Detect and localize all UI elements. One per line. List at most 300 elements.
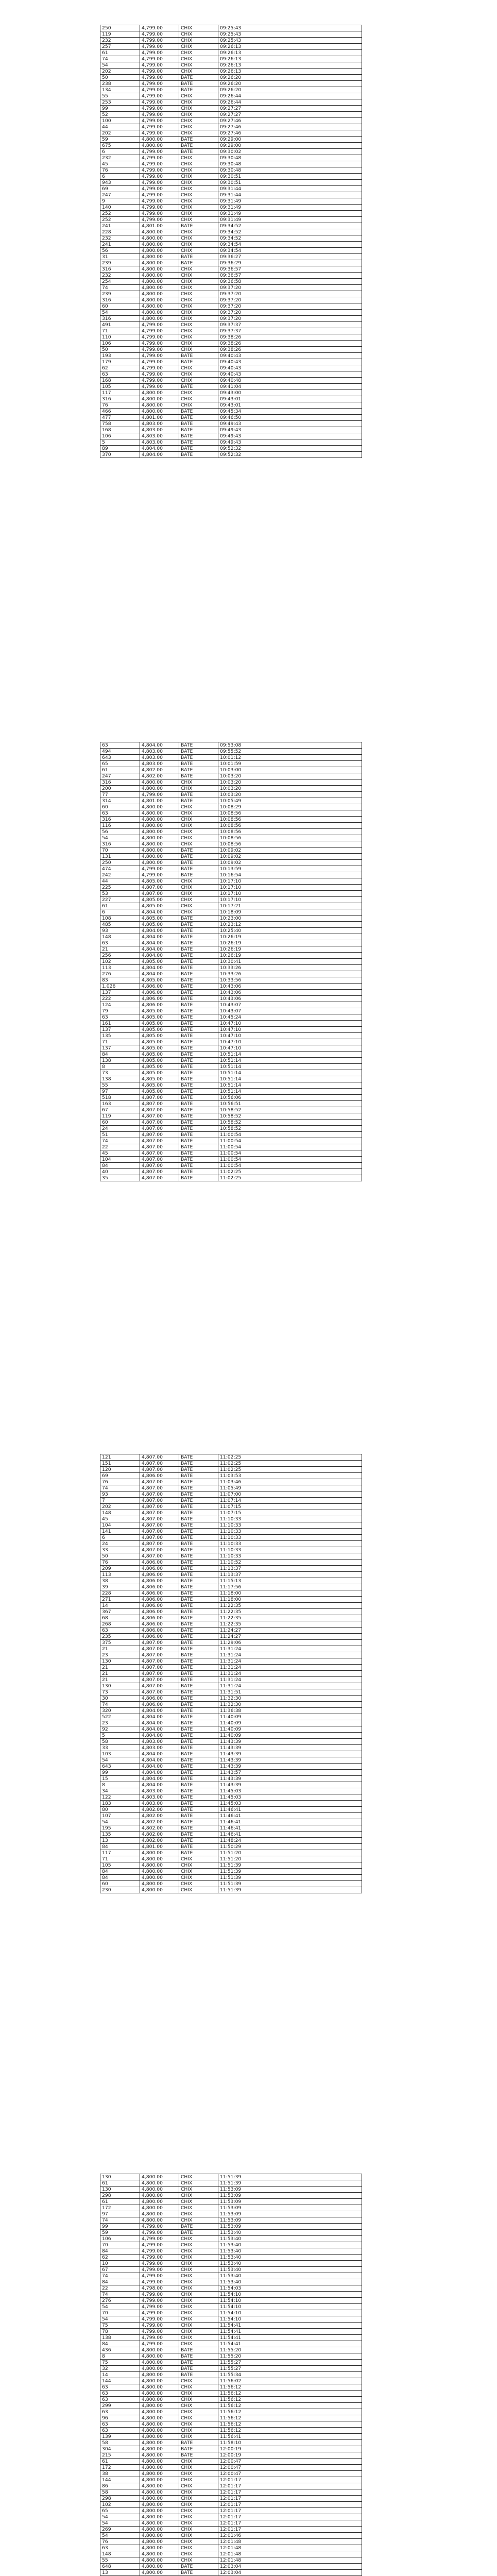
trade-time-cell: 09:26:13 [218,56,362,62]
table-row [100,433,362,439]
trade-volume-cell: 276 [100,971,140,977]
trade-price-cell: 4,800.00 [140,804,179,810]
trade-venue-cell: CHIX [179,50,218,56]
table-row [100,365,362,371]
table-row [100,1832,362,1838]
table-row [100,860,362,866]
trade-venue-cell: BATE [179,1553,218,1560]
trade-volume-cell: 375 [100,1640,140,1646]
trade-price-cell: 4,800.00 [140,2193,179,2199]
trade-volume-cell: 54 [100,1819,140,1825]
trade-volume-cell: 63 [100,2397,140,2403]
trade-time-cell: 12:01:17 [218,2496,362,2502]
table-row [100,1572,362,1578]
trade-price-cell: 4,801.00 [140,1844,179,1850]
trade-venue-cell: BATE [179,996,218,1002]
trade-price-cell: 4,799.00 [140,2304,179,2310]
trade-venue-cell: BATE [179,353,218,359]
trade-time-cell: 10:17:10 [218,891,362,897]
trade-time-cell: 11:05:49 [218,1485,362,1492]
trade-price-cell: 4,807.00 [140,1535,179,1541]
trade-venue-cell: CHIX [179,810,218,817]
trade-time-cell: 11:31:24 [218,1652,362,1658]
trade-price-cell: 4,800.00 [140,2471,179,2477]
trade-price-cell: 4,799.00 [140,334,179,341]
table-row [100,137,362,143]
trade-price-cell: 4,805.00 [140,1027,179,1033]
trade-venue-cell: CHIX [179,2508,218,2514]
trade-venue-cell: CHIX [179,2285,218,2292]
table-row [100,452,362,458]
table-row [100,1150,362,1157]
trade-time-cell: 11:13:37 [218,1572,362,1578]
trade-time-cell: 09:29:00 [218,143,362,149]
trade-volume-cell: 232 [100,38,140,44]
trade-volume-cell: 117 [100,390,140,396]
trade-price-cell: 4,807.00 [140,1498,179,1504]
trade-time-cell: 11:02:25 [218,1467,362,1473]
trade-price-cell: 4,806.00 [140,1473,179,1479]
trade-venue-cell: CHIX [179,167,218,174]
trade-time-cell: 11:02:25 [218,1454,362,1461]
trade-time-cell: 10:43:07 [218,1002,362,1008]
trade-time-cell: 11:53:40 [218,2242,362,2248]
trade-time-cell: 10:01:12 [218,755,362,761]
trade-venue-cell: CHIX [179,2539,218,2545]
trade-time-cell: 10:09:02 [218,860,362,866]
trade-time-cell: 12:01:17 [218,2483,362,2489]
trade-price-cell: 4,805.00 [140,1033,179,1039]
trade-time-cell: 09:27:46 [218,124,362,130]
trade-venue-cell: BATE [179,1169,218,1175]
trade-price-cell: 4,800.00 [140,2403,179,2409]
trade-venue-cell: BATE [179,2570,218,2576]
trade-time-cell: 11:53:09 [218,2205,362,2211]
trade-venue-cell: BATE [179,1473,218,1479]
trade-price-cell: 4,807.00 [140,1454,179,1461]
trade-price-cell: 4,807.00 [140,1113,179,1120]
trade-time-cell: 09:27:46 [218,118,362,124]
trade-time-cell: 09:26:44 [218,93,362,99]
trade-price-cell: 4,800.00 [140,409,179,415]
trade-time-cell: 11:51:39 [218,2180,362,2187]
trade-volume-cell: 80 [100,1807,140,1813]
trade-volume-cell: 6 [100,1535,140,1541]
trade-time-cell: 11:10:33 [218,1535,362,1541]
table-row [100,1844,362,1850]
trade-volume-cell: 76 [100,1479,140,1485]
table-row [100,2440,362,2446]
trade-time-cell: 11:53:09 [218,2224,362,2230]
trade-volume-cell: 494 [100,749,140,755]
trade-volume-cell: 135 [100,1033,140,1039]
trade-time-cell: 11:56:12 [218,2421,362,2428]
trade-price-cell: 4,800.00 [140,2409,179,2415]
table-row [100,1516,362,1522]
trade-venue-cell: BATE [179,767,218,773]
trade-volume-cell: 7 [100,1498,140,1504]
trade-venue-cell: CHIX [179,328,218,334]
trade-volume-cell: 6 [100,174,140,180]
trade-volume-cell: 485 [100,922,140,928]
trade-price-cell: 4,807.00 [140,1522,179,1529]
trade-price-cell: 4,800.00 [140,2440,179,2446]
table-row [100,235,362,242]
table-row [100,1027,362,1033]
trade-price-cell: 4,800.00 [140,297,179,303]
trade-volume-cell: 148 [100,2551,140,2557]
trade-time-cell: 09:49:43 [218,427,362,433]
trade-volume-cell: 97 [100,2211,140,2217]
trade-time-cell: 12:00:47 [218,2459,362,2465]
table-row [100,2397,362,2403]
trade-time-cell: 10:17:10 [218,878,362,885]
trade-price-cell: 4,807.00 [140,1479,179,1485]
trade-venue-cell: CHIX [179,2459,218,2465]
trade-time-cell: 10:26:19 [218,940,362,946]
trade-venue-cell: BATE [179,1535,218,1541]
trade-price-cell: 4,804.00 [140,1764,179,1770]
trade-volume-cell: 202 [100,130,140,137]
trade-price-cell: 4,807.00 [140,1150,179,1157]
trade-volume-cell: 62 [100,365,140,371]
trade-venue-cell: CHIX [179,205,218,211]
trade-time-cell: 11:46:41 [218,1832,362,1838]
trade-price-cell: 4,805.00 [140,1014,179,1021]
trade-time-cell: 11:24:27 [218,1634,362,1640]
table-row [100,1461,362,1467]
trade-time-cell: 09:26:13 [218,69,362,75]
trade-price-cell: 4,806.00 [140,1696,179,1702]
table-row [100,792,362,798]
trade-volume-cell: 130 [100,1658,140,1665]
trade-venue-cell: CHIX [179,2316,218,2323]
trade-time-cell: 11:54:10 [218,2316,362,2323]
trade-volume-cell: 151 [100,1461,140,1467]
trade-venue-cell: CHIX [179,106,218,112]
trade-price-cell: 4,799.00 [140,25,179,31]
trade-venue-cell: BATE [179,953,218,959]
table-row [100,817,362,823]
trade-venue-cell: BATE [179,1070,218,1076]
trade-time-cell: 10:58:52 [218,1113,362,1120]
trade-price-cell: 4,800.00 [140,835,179,841]
table-row [100,390,362,396]
trade-venue-cell: BATE [179,1590,218,1597]
trade-time-cell: 10:23:00 [218,916,362,922]
trade-time-cell: 11:10:52 [218,1560,362,1566]
trade-volume-cell: 648 [100,2564,140,2570]
trade-price-cell: 4,806.00 [140,1609,179,1615]
trade-volume-cell: 106 [100,2236,140,2242]
trade-volume-cell: 130 [100,2187,140,2193]
trade-venue-cell: BATE [179,934,218,940]
table-row [100,1720,362,1726]
trade-price-cell: 4,800.00 [140,854,179,860]
trade-venue-cell: BATE [179,1782,218,1788]
trade-price-cell: 4,807.00 [140,885,179,891]
trade-time-cell: 09:37:20 [218,316,362,322]
trade-volume-cell: 316 [100,266,140,273]
trade-venue-cell: CHIX [179,341,218,347]
trade-volume-cell: 60 [100,1120,140,1126]
table-row [100,2304,362,2310]
trade-volume-cell: 84 [100,1163,140,1169]
table-row [100,130,362,137]
trade-venue-cell: BATE [179,1529,218,1535]
trade-venue-cell: BATE [179,946,218,953]
trade-volume-cell: 8 [100,1064,140,1070]
trade-venue-cell: BATE [179,1714,218,1720]
trade-price-cell: 4,804.00 [140,1726,179,1733]
trade-time-cell: 11:03:46 [218,1479,362,1485]
trade-volume-cell: 39 [100,1584,140,1590]
trade-time-cell: 12:01:48 [218,2551,362,2557]
trade-price-cell: 4,806.00 [140,1578,179,1584]
trade-time-cell: 11:07:15 [218,1504,362,1510]
trade-volume-cell: 63 [100,2545,140,2551]
trade-price-cell: 4,799.00 [140,2310,179,2316]
trade-volume-cell: 102 [100,959,140,965]
trade-venue-cell: BATE [179,439,218,446]
trade-time-cell: 11:43:39 [218,1782,362,1788]
trade-venue-cell: CHIX [179,99,218,106]
trade-time-cell: 09:31:44 [218,186,362,192]
trade-price-cell: 4,806.00 [140,1566,179,1572]
table-row [100,1770,362,1776]
trade-volume-cell: 8 [100,1782,140,1788]
trade-venue-cell: BATE [179,872,218,878]
trade-price-cell: 4,799.00 [140,50,179,56]
trade-venue-cell: CHIX [179,279,218,285]
trade-price-cell: 4,805.00 [140,922,179,928]
trade-price-cell: 4,807.00 [140,1689,179,1696]
trade-venue-cell: CHIX [179,44,218,50]
trade-volume-cell: 104 [100,1522,140,1529]
trade-time-cell: 09:30:48 [218,161,362,167]
trade-volume-cell: 9 [100,198,140,205]
trade-volume-cell: 116 [100,823,140,829]
trade-venue-cell: CHIX [179,2242,218,2248]
trade-venue-cell: BATE [179,1801,218,1807]
table-row [100,1881,362,1887]
trade-volume-cell: 316 [100,817,140,823]
trade-time-cell: 09:43:00 [218,390,362,396]
trade-time-cell: 10:26:19 [218,934,362,940]
trade-volume-cell: 252 [100,211,140,217]
trade-time-cell: 11:15:13 [218,1578,362,1584]
table-row [100,1696,362,1702]
trades-table [100,25,362,458]
trade-volume-cell: 121 [100,1454,140,1461]
trade-price-cell: 4,799.00 [140,2279,179,2285]
trade-price-cell: 4,800.00 [140,2502,179,2508]
table-row [100,316,362,322]
trade-price-cell: 4,799.00 [140,217,179,223]
trade-price-cell: 4,805.00 [140,903,179,909]
trade-venue-cell: CHIX [179,217,218,223]
trade-venue-cell: CHIX [179,2415,218,2421]
table-row [100,248,362,254]
trade-venue-cell: BATE [179,452,218,458]
trade-venue-cell: BATE [179,1621,218,1628]
trade-price-cell: 4,806.00 [140,1621,179,1628]
trade-venue-cell: CHIX [179,25,218,31]
table-row [100,1473,362,1479]
trade-price-cell: 4,799.00 [140,205,179,211]
trade-volume-cell: 73 [100,1070,140,1076]
trade-venue-cell: BATE [179,977,218,984]
trade-venue-cell: BATE [179,1788,218,1794]
trade-volume-cell: 100 [100,118,140,124]
trade-volume-cell: 257 [100,44,140,50]
table-row [100,2255,362,2261]
trade-time-cell: 09:25:43 [218,31,362,38]
trade-venue-cell: CHIX [179,829,218,835]
trade-volume-cell: 643 [100,1764,140,1770]
trade-volume-cell: 71 [100,1856,140,1862]
trade-time-cell: 10:45:24 [218,1014,362,1021]
trade-volume-cell: 63 [100,2384,140,2391]
table-row [100,2415,362,2421]
table-row [100,217,362,223]
table-row [100,303,362,310]
trade-venue-cell: CHIX [179,2465,218,2471]
trade-price-cell: 4,806.00 [140,1603,179,1609]
trade-time-cell: 09:37:20 [218,291,362,297]
trade-time-cell: 10:33:56 [218,977,362,984]
trade-venue-cell: CHIX [179,835,218,841]
trade-time-cell: 10:47:10 [218,1033,362,1039]
trade-price-cell: 4,807.00 [140,1138,179,1144]
trade-volume-cell: 45 [100,1516,140,1522]
trade-volume-cell: 137 [100,1027,140,1033]
table-row [100,996,362,1002]
trade-price-cell: 4,806.00 [140,990,179,996]
table-row [100,56,362,62]
trade-price-cell: 4,804.00 [140,940,179,946]
table-row [100,2360,362,2366]
trade-time-cell: 10:08:56 [218,823,362,829]
table-row [100,2557,362,2564]
table-row [100,155,362,161]
trade-price-cell: 4,800.00 [140,291,179,297]
table-row [100,1714,362,1720]
trade-price-cell: 4,803.00 [140,761,179,767]
trade-volume-cell: 93 [100,928,140,934]
trade-price-cell: 4,800.00 [140,2378,179,2384]
table-row [100,1485,362,1492]
trade-venue-cell: BATE [179,1652,218,1658]
trade-volume-cell: 21 [100,1677,140,1683]
trade-time-cell: 09:40:48 [218,378,362,384]
table-row [100,2174,362,2180]
table-row [100,829,362,835]
trade-volume-cell: 242 [100,872,140,878]
trade-price-cell: 4,804.00 [140,928,179,934]
table-row [100,223,362,229]
trade-price-cell: 4,800.00 [140,2477,179,2483]
table-row [100,1862,362,1869]
trade-price-cell: 4,807.00 [140,891,179,897]
trade-venue-cell: BATE [179,1770,218,1776]
table-row [100,866,362,872]
trade-volume-cell: 135 [100,1832,140,1838]
table-row [100,2545,362,2551]
table-row [100,378,362,384]
trade-volume-cell: 65 [100,761,140,767]
trade-price-cell: 4,800.00 [140,2391,179,2397]
table-row [100,885,362,891]
trade-price-cell: 4,799.00 [140,87,179,93]
table-row [100,916,362,922]
trade-time-cell: 11:22:35 [218,1615,362,1621]
trade-time-cell: 11:53:40 [218,2261,362,2267]
trade-time-cell: 11:46:41 [218,1813,362,1819]
trade-volume-cell: 55 [100,1082,140,1089]
trade-venue-cell: BATE [179,1082,218,1089]
trade-volume-cell: 61 [100,767,140,773]
trade-price-cell: 4,807.00 [140,1658,179,1665]
trade-time-cell: 09:34:54 [218,242,362,248]
trade-volume-cell: 21 [100,1671,140,1677]
trade-venue-cell: BATE [179,1058,218,1064]
table-row [100,1454,362,1461]
trade-venue-cell: CHIX [179,124,218,130]
trade-price-cell: 4,799.00 [140,38,179,44]
trade-venue-cell: CHIX [179,2403,218,2409]
trade-price-cell: 4,803.00 [140,433,179,439]
trade-venue-cell: BATE [179,1807,218,1813]
table-row [100,1498,362,1504]
trade-price-cell: 4,799.00 [140,2255,179,2261]
trade-volume-cell: 477 [100,415,140,421]
trade-venue-cell: BATE [179,965,218,971]
trade-time-cell: 10:58:52 [218,1126,362,1132]
trade-volume-cell: 250 [100,860,140,866]
trade-volume-cell: 84 [100,2341,140,2347]
trade-price-cell: 4,799.00 [140,328,179,334]
trade-volume-cell: 54 [100,310,140,316]
trade-price-cell: 4,800.00 [140,248,179,254]
table-row [100,2452,362,2459]
trade-price-cell: 4,804.00 [140,1751,179,1757]
table-row [100,2335,362,2341]
trade-volume-cell: 59 [100,2230,140,2236]
table-row [100,1045,362,1052]
trade-time-cell: 12:01:17 [218,2489,362,2496]
trade-venue-cell: BATE [179,1498,218,1504]
trade-time-cell: 11:51:39 [218,1887,362,1893]
table-row [100,1597,362,1603]
table-row [100,1126,362,1132]
trade-price-cell: 4,800.00 [140,1887,179,1893]
trade-volume-cell: 168 [100,378,140,384]
trade-time-cell: 11:10:33 [218,1516,362,1522]
trade-venue-cell: BATE [179,254,218,260]
trade-time-cell: 11:53:09 [218,2193,362,2199]
trade-volume-cell: 108 [100,916,140,922]
trade-price-cell: 4,799.00 [140,75,179,81]
table-row [100,1708,362,1714]
trade-venue-cell: CHIX [179,2174,218,2180]
trade-volume-cell: 54 [100,2533,140,2539]
trade-price-cell: 4,799.00 [140,149,179,155]
trade-volume-cell: 298 [100,2496,140,2502]
trade-time-cell: 12:01:17 [218,2520,362,2527]
trade-price-cell: 4,799.00 [140,31,179,38]
table-row [100,161,362,167]
